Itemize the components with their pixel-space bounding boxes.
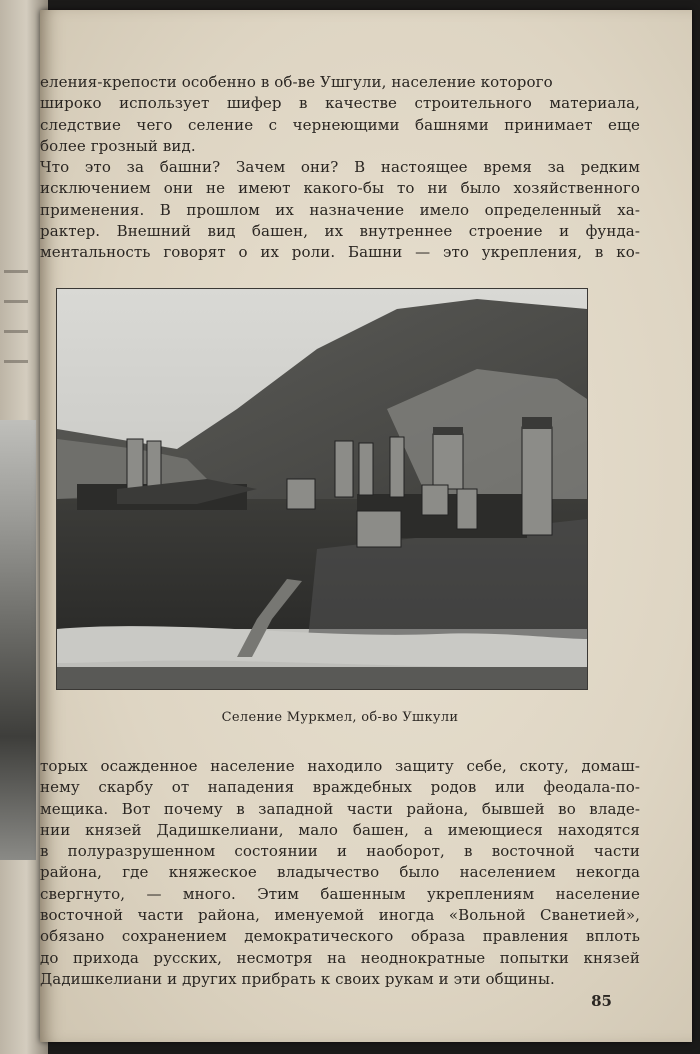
book-page [40,10,692,1042]
text-line: следствие чего селение с чернеющими башнями принимает еще [40,115,640,134]
text-line: мещика. Вот почему в западной части района, бывшей во владе- [40,799,640,818]
text-line: Дадишкелиани и других прибрать к своих рукам и эти общины. [40,969,555,988]
text-line: нему скарбу от нападения враждебных родов или феодала-по- [40,778,640,797]
text-line: района, где княжеское владычество было населением некогда [40,863,640,882]
previous-page-text-fragment [4,330,28,333]
top-paragraph [40,72,640,264]
text-line: нии князей Дадишкелиани, мало башен, а имеющиеся находятся [40,820,640,839]
text-line: широко использует шифер в качестве строительного материала, [40,94,640,113]
text-line: Что это за башни? Зачем они? В настоящее время за редким [40,158,640,177]
village-photo-drawing [57,289,587,689]
text-line: обязано сохранением демократического образа правления вплоть [40,927,640,946]
photo-caption: Селение Муркмел, об-во Ушкули [221,710,459,725]
text-line: рактер. Внешний вид башен, их внутреннее строение и фунда- [40,222,640,241]
text-line: в полуразрушенном состоянии и наоборот, в восточной части [40,842,640,861]
text-line: применения. В прошлом их назначение имело определенный ха- [40,200,640,219]
previous-page-text-fragment [4,270,28,273]
text-line: свергнуто, — много. Этим башенным укреплениям население [40,884,640,903]
text-line: торых осажденное население находило защиту себе, скоту, домаш- [40,757,640,775]
bottom-paragraph [40,756,640,990]
village-photo [56,288,588,690]
page-number: 85 [591,992,612,1010]
text-line: исключением они не имеют какого-бы то ни было хозяйственного [40,179,640,198]
previous-page-text-fragment [4,360,28,363]
text-line: восточной части района, именуемой иногда «Вольной Сванетией», [40,906,640,925]
text-line: ментальность говорят о их роли. Башни — это укрепления, в ко- [40,243,640,262]
previous-page-text-fragment [4,300,28,303]
text-line: более грозный вид. [40,136,196,155]
text-line: еления-крепости особенно в об-ве Ушгули, население которого [40,73,553,91]
text-line: до прихода русских, несмотря на неоднократные попытки князей [40,948,640,967]
previous-page-photo [0,420,36,860]
